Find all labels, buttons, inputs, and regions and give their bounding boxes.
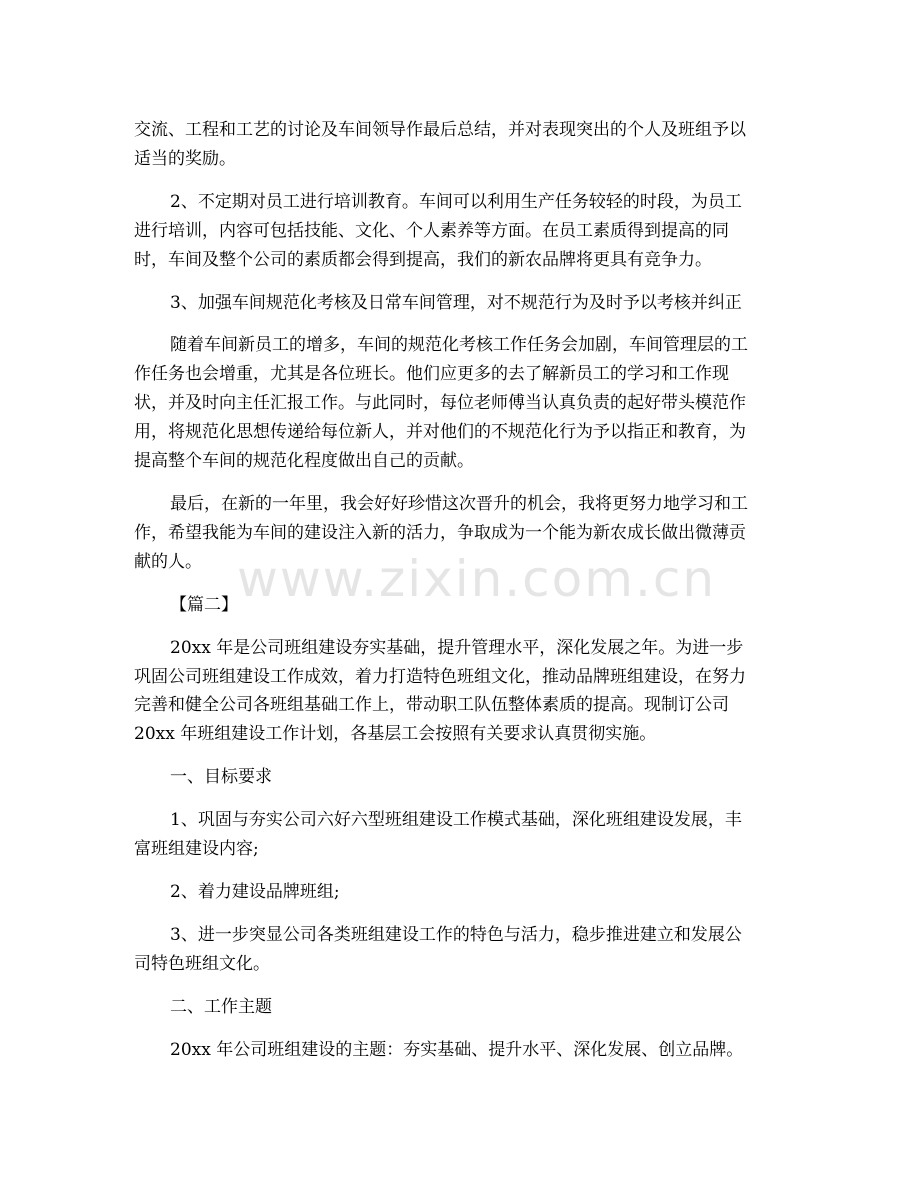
text-line: 一、目标要求 bbox=[170, 767, 272, 788]
text-line: 3、加强车间规范化考核及日常车间管理，对不规范行为及时予以考核并纠正 bbox=[170, 292, 742, 313]
text-line: 交流、工程和工艺的讨论及车间领导作最后总结，并对表现突出的个人及班组予以 bbox=[134, 120, 746, 140]
text-line: 提高整个车间的规范化程度做出自己的贡献。 bbox=[134, 451, 474, 472]
text-line: 作，希望我能为车间的建设注入新的活力，争取成为一个能为新农成长做出微薄贡 bbox=[134, 522, 746, 543]
text-line: 献的人。 bbox=[134, 551, 202, 572]
text-line: 20xx 年班组建设工作计划，各基层工会按照有关要求认真贯彻实施。 bbox=[134, 724, 657, 745]
text-line: 状，并及时向主任汇报工作。与此同时，每位老师傅当认真负责的起好带头模范作 bbox=[134, 393, 746, 414]
text-line: 用，将规范化思想传递给每位新人，并对他们的不规范化行为予以指正和教育，为 bbox=[134, 422, 746, 443]
text-line: 适当的奖励。 bbox=[134, 148, 236, 169]
text-line: 完善和健全公司各班组基础工作上，带动职工队伍整体素质的提高。现制订公司 bbox=[134, 695, 729, 716]
text-line: 巩固公司班组建设工作成效，着力打造特色班组文化，推动品牌班组建设，在努力 bbox=[134, 666, 746, 687]
text-line: 作任务也会增重，尤其是各位班长。他们应更多的去了解新员工的学习和工作现 bbox=[134, 364, 729, 385]
text-line: 2、着力建设品牌班组; bbox=[170, 881, 340, 902]
document-body bbox=[134, 116, 786, 1064]
text-line: 最后，在新的一年里，我会好好珍惜这次晋升的机会，我将更努力地学习和工 bbox=[170, 493, 748, 514]
text-line: 随着车间新员工的增多，车间的规范化考核工作任务会加剧，车间管理层的工 bbox=[170, 335, 748, 356]
text-line: 2、不定期对员工进行培训教育。车间可以利用生产任务较轻的时段，为员工 bbox=[170, 191, 742, 212]
text-line: 【篇二】 bbox=[170, 594, 238, 615]
text-line: 二、工作主题 bbox=[170, 996, 272, 1017]
text-line: 20xx 年是公司班组建设夯实基础，提升管理水平，深化发展之年。为进一步 bbox=[170, 637, 744, 658]
text-line: 1、巩固与夯实公司六好六型班组建设工作模式基础，深化班组建设发展，丰 bbox=[170, 810, 742, 831]
watermark: www.zixin.com.cn bbox=[237, 550, 717, 608]
text-line: 富班组建设内容; bbox=[134, 839, 259, 860]
text-line: 时，车间及整个公司的素质都会得到提高，我们的新农品牌将更具有竞争力。 bbox=[134, 249, 712, 270]
text-line: 进行培训，内容可包括技能、文化、个人素养等方面。在员工素质得到提高的同 bbox=[134, 220, 729, 241]
text-line: 司特色班组文化。 bbox=[134, 953, 270, 974]
text-line: 3、进一步突显公司各类班组建设工作的特色与活力，稳步推进建立和发展公 bbox=[170, 924, 742, 945]
text-line: 20xx 年公司班组建设的主题：夯实基础、提升水平、深化发展、创立品牌。 bbox=[170, 1039, 744, 1060]
